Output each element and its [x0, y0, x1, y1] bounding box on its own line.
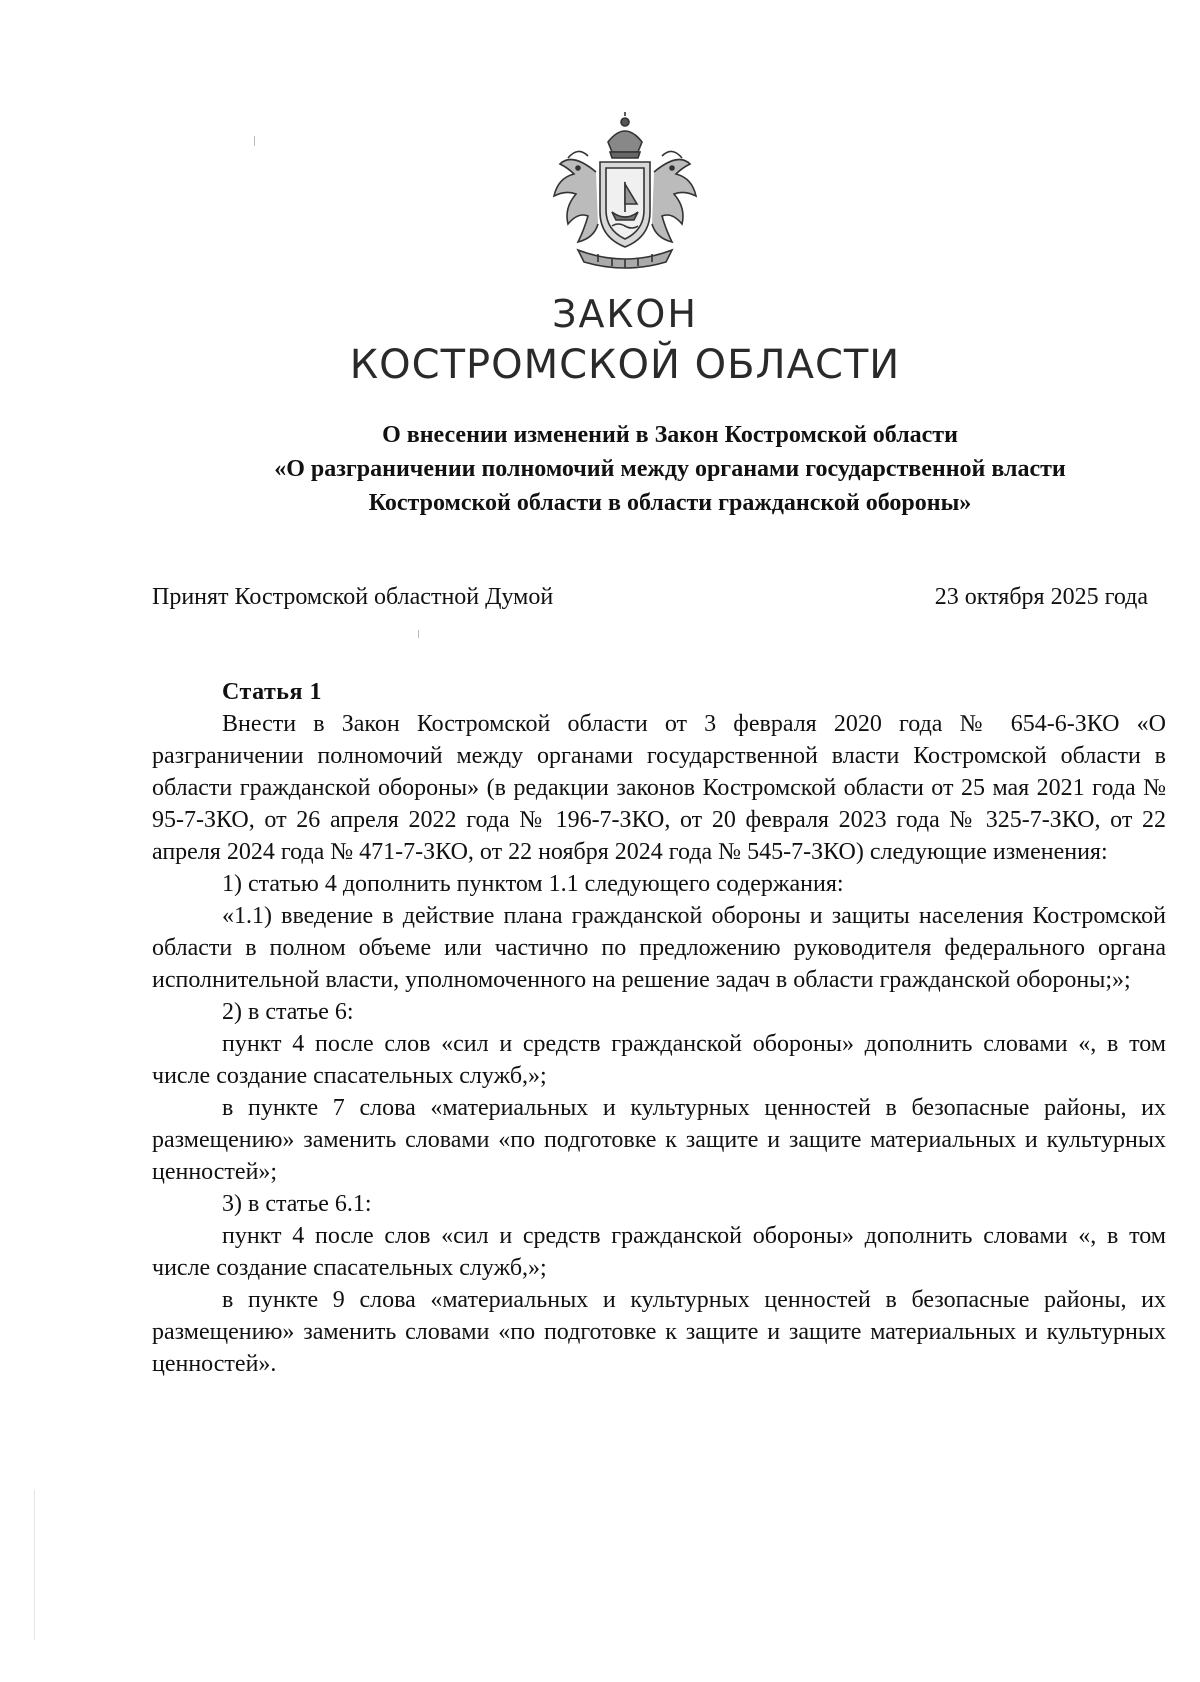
subtitle-line-1: О внесении изменений в Закон Костромской области	[382, 422, 958, 448]
adopted-by: Принят Костромской областной Думой	[152, 584, 554, 610]
article-heading: Статья 1	[222, 679, 322, 705]
region-title: КОСТРОМСКОЙ ОБЛАСТИ	[349, 342, 901, 388]
coat-of-arms-kostroma-icon	[538, 112, 712, 272]
scan-artifact	[254, 136, 255, 146]
subtitle-line-3: Костромской области в области гражданской обороны»	[368, 490, 972, 516]
adoption-date: 23 октября 2025 года	[934, 584, 1148, 610]
subtitle-line-2: «О разграничении полномочий между органами государственной власти	[274, 456, 1066, 482]
article-body	[152, 676, 1166, 1380]
paragraph: 2) в статье 6:	[222, 999, 354, 1025]
paragraph: 1) статью 4 дополнить пунктом 1.1 следующего содержания:	[222, 871, 844, 897]
paragraph: пункт 4 после слов «сил и средств гражданской обороны» дополнить словами «, в том числе создание спасательных служб,»;	[152, 1031, 1166, 1089]
scan-artifact	[418, 630, 419, 638]
paragraph: «1.1) введение в действие плана гражданской обороны и защиты населения Костромской области в полном объеме или частично по предложению руководителя федерального органа исполнительной власти, уполномоченного на решение задач в области гражданской обороны;»;	[152, 903, 1166, 993]
paragraph: в пункте 9 слова «материальных и культурных ценностей в безопасные районы, их размещению» заменить словами «по подготовке к защите и защите материальных и культурных ценностей».	[152, 1287, 1166, 1377]
scan-artifact	[34, 1490, 35, 1640]
paragraph: в пункте 7 слова «материальных и культурных ценностей в безопасные районы, их размещению» заменить словами «по подготовке к защите и защите материальных и культурных ценностей»;	[152, 1095, 1166, 1185]
paragraph: пункт 4 после слов «сил и средств гражданской обороны» дополнить словами «, в том числе создание спасательных служб,»;	[152, 1223, 1166, 1281]
law-title: ЗАКОН	[552, 292, 698, 336]
paragraph: Внести в Закон Костромской области от 3 февраля 2020 года № 654-6-ЗКО «О разграничении полномочий между органами государственной власти Костромской области в области гражданской обороны» (в редакции законов Костромской области от 25 мая 2021 года № 95-7-ЗКО, от 26 апреля 2022 года № 196-7-ЗКО, от 20 февраля 2023 года № 325-7-ЗКО, от 22 апреля 2024 года № 471-7-ЗКО, от 22 ноября 2024 года № 545-7-ЗКО) следующие изменения:	[152, 711, 1166, 865]
paragraph: 3) в статье 6.1:	[222, 1191, 372, 1217]
